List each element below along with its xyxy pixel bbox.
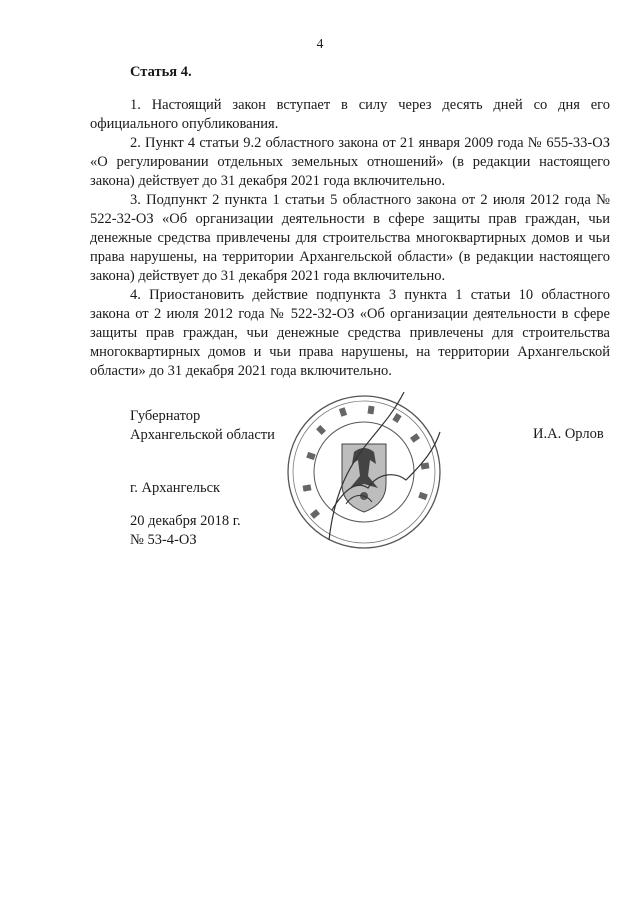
article-body bbox=[90, 96, 610, 381]
place-of-signing: г. Архангельск bbox=[130, 480, 221, 496]
signature-title bbox=[130, 407, 275, 445]
paragraph-4: 4. Приостановить действие подпункта 3 пункта 1 статьи 10 областного закона от 2 июля 2012 года № 522-32-ОЗ «Об организации деятельности в сфере защиты прав граждан, чьи денежные средства привлечены для строительства многоквартирных домов и чьи права нарушены, на территории Архангельской области» до 31 декабря 2021 года включительно. bbox=[90, 287, 610, 379]
official-seal bbox=[284, 392, 444, 552]
signature-title-line-1: Губернатор bbox=[130, 408, 201, 424]
paragraph-3: 3. Подпункт 2 пункта 1 статьи 5 областного закона от 2 июля 2012 года № 522-32-ОЗ «Об организации деятельности в сфере защиты прав граждан, чьи денежные средства привлечены для строительства многоквартирных домов и чьи права нарушены, на территории Архангельской области» (в редакции настоящего закона) действует до 31 декабря 2021 года включительно. bbox=[90, 192, 610, 284]
document-date-block bbox=[130, 512, 241, 550]
paragraph-1: 1. Настоящий закон вступает в силу через десять дней со дня его официального опубликования. bbox=[90, 97, 610, 132]
governor-name: И.А. Орлов bbox=[533, 426, 604, 442]
signature-title-line-2: Архангельской области bbox=[130, 427, 275, 443]
document-date: 20 декабря 2018 г. bbox=[130, 513, 241, 529]
page-number: 4 bbox=[316, 36, 324, 51]
article-heading: Статья 4. bbox=[130, 64, 192, 80]
document-number: № 53-4-ОЗ bbox=[130, 532, 197, 548]
paragraph-2: 2. Пункт 4 статьи 9.2 областного закона от 21 января 2009 года № 655-33-ОЗ «О регулировании отдельных земельных отношений» (в редакции настоящего закона) действует до 31 декабря 2021 года включительно. bbox=[90, 135, 610, 189]
